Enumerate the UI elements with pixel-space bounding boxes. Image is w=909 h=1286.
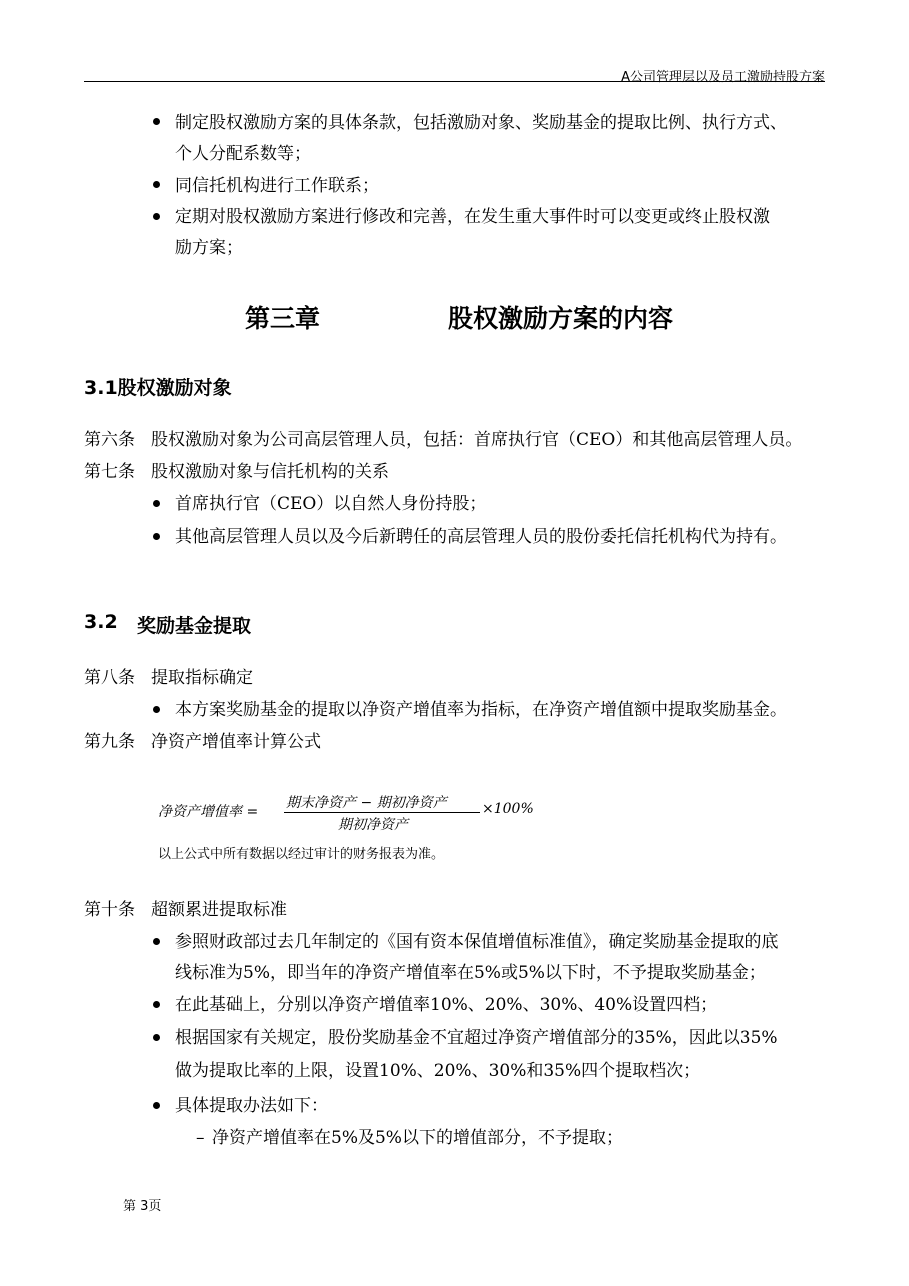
- article-8-bullet: 本方案奖励基金的提取以净资产增值率为指标，在净资产增值额中提取奖励基金。: [175, 700, 787, 720]
- page-number: 第 3页: [123, 1199, 162, 1214]
- bullet-dot: [153, 213, 160, 220]
- bullet-dot: [153, 1102, 160, 1109]
- article-7-bullet-2: 其他高层管理人员以及今后新聘任的高层管理人员的股份委托信托机构代为持有。: [175, 527, 787, 547]
- chapter-title: 股权激励方案的内容: [448, 304, 674, 333]
- formula-multiplier: ×100%: [482, 801, 534, 817]
- document-header-title: A公司管理层以及员工激励持股方案: [621, 70, 825, 85]
- article-10-bullet-2: 在此基础上，分别以净资产增值率10%、20%、30%、40%设置四档；: [175, 995, 718, 1015]
- section-3-2-title: 奖励基金提取: [137, 615, 252, 637]
- article-9-label: 第九条: [84, 732, 135, 752]
- bullet-dot: [153, 533, 160, 540]
- article-7-text: 股权激励对象与信托机构的关系: [151, 462, 389, 482]
- bullet-dot: [153, 1001, 160, 1008]
- bullet-dot: [153, 1034, 160, 1041]
- intro-bullet-1-line2: 个人分配系数等；: [175, 144, 311, 164]
- article-7-label: 第七条: [84, 462, 135, 482]
- chapter-number: 第三章: [245, 304, 321, 333]
- fraction-bar: [284, 812, 480, 813]
- formula-lhs: 净资产增值率 =: [158, 804, 259, 820]
- article-10-bullet-4: 具体提取办法如下：: [175, 1096, 328, 1116]
- bullet-dot: [153, 938, 160, 945]
- article-10-bullet-1-line2: 线标准为5%，即当年的净资产增值率在5%或5%以下时，不予提取奖励基金；: [175, 963, 766, 983]
- section-3-2-number: 3.2: [84, 611, 118, 633]
- article-10-label: 第十条: [84, 900, 135, 920]
- section-3-1-heading: 3.1股权激励对象: [84, 377, 232, 399]
- article-8-label: 第八条: [84, 668, 135, 688]
- article-10-bullet-3-line1: 根据国家有关规定，股份奖励基金不宜超过净资产增值部分的35%，因此以35%: [175, 1028, 778, 1048]
- bullet-dot: [153, 706, 160, 713]
- header-rule: [84, 81, 825, 82]
- article-7-bullet-1: 首席执行官（CEO）以自然人身份持股；: [175, 494, 487, 514]
- article-10-bullet-3-line2: 做为提取比率的上限，设置10%、20%、30%和35%四个提取档次；: [175, 1061, 701, 1081]
- intro-bullet-3-line2: 励方案；: [175, 238, 243, 258]
- article-6-text: 股权激励对象为公司高层管理人员，包括：首席执行官（CEO）和其他高层管理人员。: [151, 430, 803, 450]
- article-9-text: 净资产增值率计算公式: [151, 732, 321, 752]
- sub-item-text: 净资产增值率在5%及5%以下的增值部分，不予提取；: [212, 1128, 623, 1148]
- bullet-dot: [153, 118, 160, 125]
- bullet-dot: [153, 500, 160, 507]
- formula-numerator: 期末净资产 − 期初净资产: [286, 795, 447, 811]
- article-10-bullet-1-line1: 参照财政部过去几年制定的《国有资本保值增值标准值》，确定奖励基金提取的底: [175, 932, 779, 952]
- article-6-label: 第六条: [84, 430, 135, 450]
- intro-bullet-3-line1: 定期对股权激励方案进行修改和完善，在发生重大事件时可以变更或终止股权激: [175, 207, 770, 227]
- sub-item-dash: –: [196, 1128, 205, 1148]
- intro-bullet-1-line1: 制定股权激励方案的具体条款，包括激励对象、奖励基金的提取比例、执行方式、: [175, 113, 787, 133]
- formula-denominator: 期初净资产: [338, 817, 408, 833]
- article-8-text: 提取指标确定: [151, 668, 253, 688]
- article-10-text: 超额累进提取标准: [151, 900, 287, 920]
- formula-note: 以上公式中所有数据以经过审计的财务报表为准。: [158, 847, 445, 862]
- intro-bullet-2: 同信托机构进行工作联系；: [175, 176, 379, 196]
- bullet-dot: [153, 181, 160, 188]
